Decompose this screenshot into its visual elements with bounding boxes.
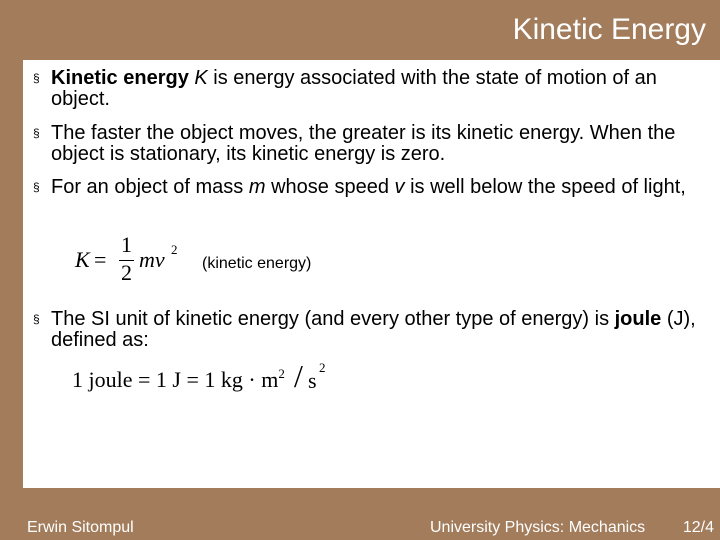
fraction-numerator: 1 [121, 232, 132, 257]
kinetic-energy-equation [75, 232, 185, 288]
equals-sign: = [94, 247, 107, 272]
symbol-m: m [248, 176, 266, 198]
term-kinetic-energy: Kinetic energy [51, 67, 189, 89]
bullet-marker: § [33, 126, 40, 140]
footer-course: University Physics: Mechanics [430, 519, 646, 536]
bullet-marker: § [33, 71, 40, 85]
equation-label: (kinetic energy) [202, 255, 312, 272]
term-joule: joule [614, 308, 662, 330]
joule-equation-body: 1 joule = 1 J = 1 kg · m [72, 367, 279, 392]
seconds-exponent: 2 [319, 360, 326, 375]
joule-equation-text [72, 366, 285, 393]
left-border-strip [0, 60, 23, 540]
equation-lhs: K [75, 247, 90, 272]
footer-author: Erwin Sitompul [27, 519, 134, 536]
division-slash: / [294, 358, 303, 394]
bullet-text-part: The SI unit of kinetic energy (and every other type of energy) is [51, 308, 615, 330]
footer-page-number: 12/4 [682, 519, 714, 536]
slide-title: Kinetic Energy [512, 13, 706, 46]
bullet-text-part: is well below the speed of light, [404, 176, 686, 198]
joule-definition-equation [72, 358, 372, 398]
bullet-text: The faster the object moves, the greater is its kinetic energy. When the object is stationary, its kinetic energy is zero. [51, 122, 676, 165]
bullet-text-part: whose speed [265, 176, 395, 198]
meter-exponent: 2 [278, 366, 285, 381]
exponent: 2 [171, 242, 178, 257]
seconds-unit: s [308, 368, 317, 393]
symbol-k: K [194, 67, 208, 89]
bullet-text-part: (J), defined as: [51, 308, 696, 351]
bullet-mass-speed [33, 177, 713, 198]
bullet-marker: § [33, 180, 40, 194]
symbol-v: v [394, 176, 405, 198]
fraction-denominator: 2 [121, 260, 132, 285]
equation-term: mv [139, 247, 165, 272]
bullet-faster-object [33, 123, 713, 165]
definition-text: is energy associated with the state of motion of an object. [51, 67, 657, 110]
bullet-marker: § [33, 312, 40, 326]
content-panel [23, 60, 720, 488]
bullet-kinetic-energy-definition [33, 68, 713, 110]
footer-bar [23, 488, 720, 540]
bullet-si-unit [33, 309, 713, 351]
bullet-text-part: For an object of mass [51, 176, 249, 198]
